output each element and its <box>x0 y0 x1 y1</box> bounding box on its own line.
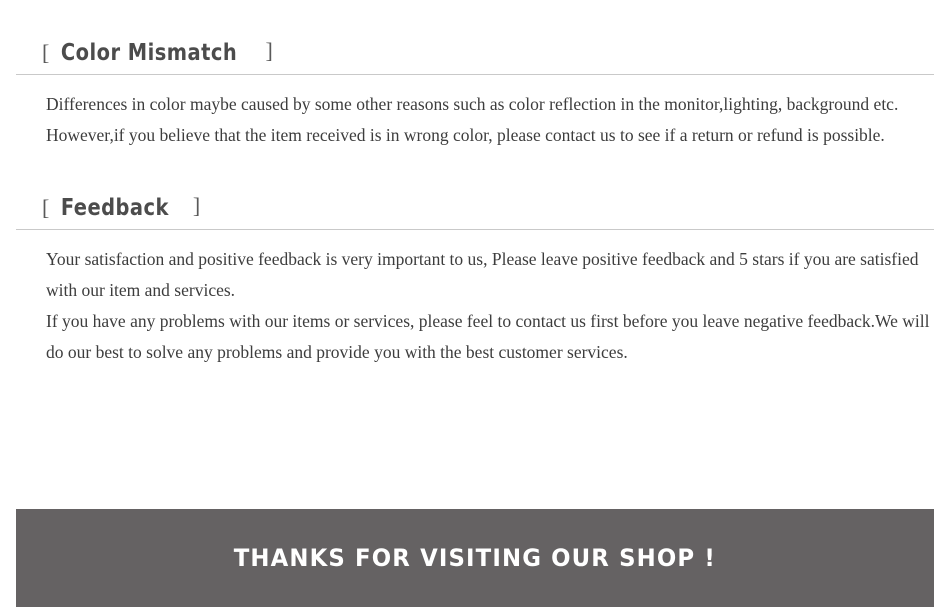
section-body-feedback <box>16 244 934 368</box>
bracket-left-icon: [ <box>42 40 50 65</box>
footer-banner <box>16 509 934 607</box>
document-page <box>0 40 950 607</box>
bracket-right-icon: ] <box>265 38 273 63</box>
section-header-feedback <box>16 195 934 230</box>
paragraph: If you have any problems with our items or services, please feel to contact us first before you leave negative feedback.We will do our best to solve any problems and provide you with the best customer services. <box>46 311 930 362</box>
bracket-left-icon: [ <box>42 195 50 220</box>
footer-text: THANKS FOR VISITING OUR SHOP ! <box>233 544 717 572</box>
paragraph: However,if you believe that the item received is in wrong color, please contact us to see if a return or refund is possible. <box>46 125 885 145</box>
section-header-color-mismatch <box>16 40 934 75</box>
section-body-color-mismatch <box>16 89 934 151</box>
paragraph: Differences in color maybe caused by some other reasons such as color reflection in the monitor,lighting, background etc. <box>46 94 899 114</box>
section-title-feedback: Feedback <box>60 195 169 221</box>
section-title-color-mismatch: Color Mismatch <box>60 40 238 66</box>
bracket-right-icon: ] <box>192 193 201 218</box>
paragraph: Your satisfaction and positive feedback is very important to us, Please leave positive feedback and 5 stars if you are satisfied with our item and services. <box>46 249 919 300</box>
